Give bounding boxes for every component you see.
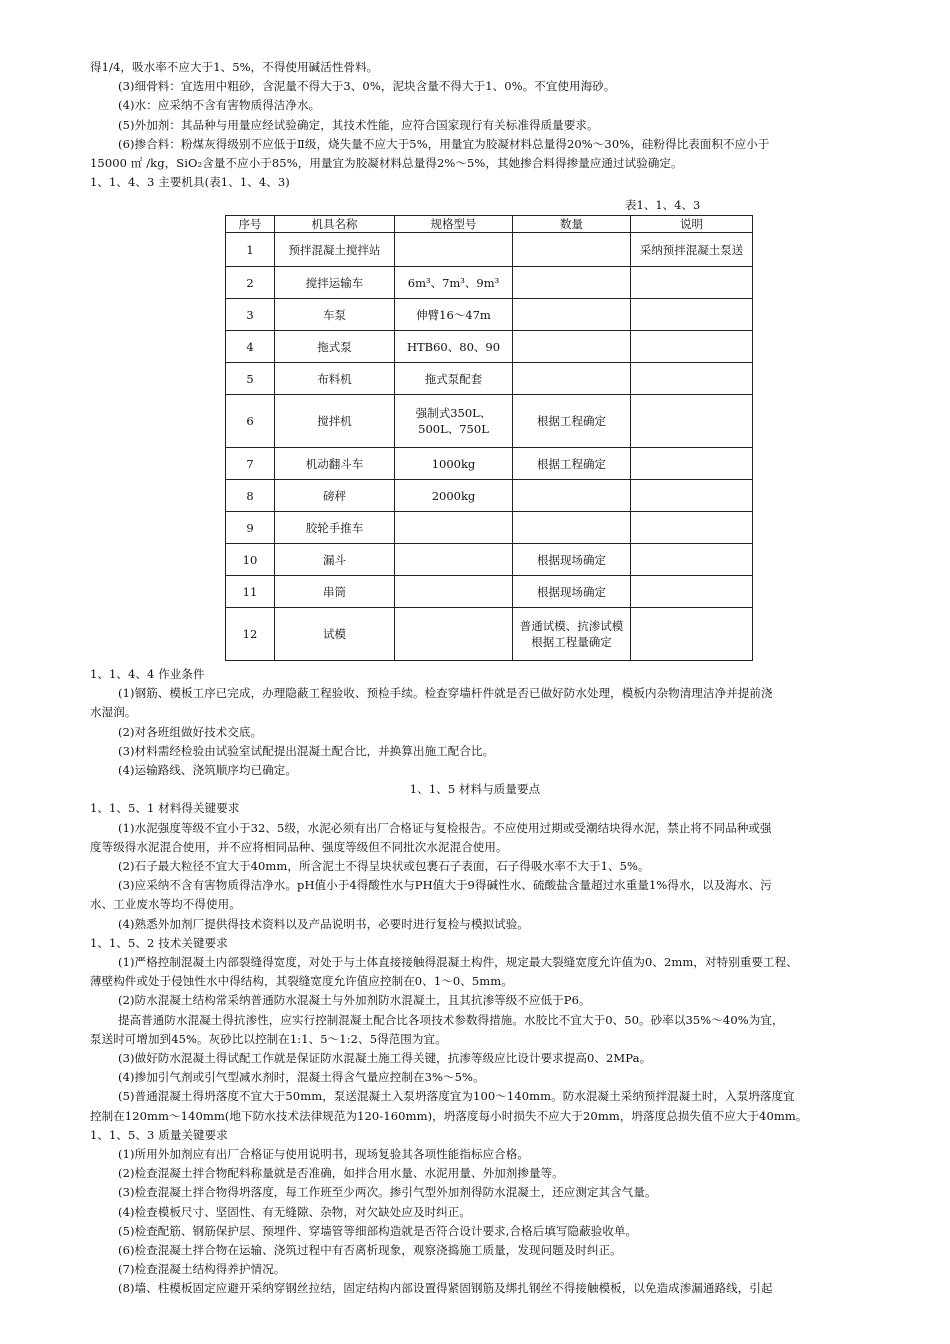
text-line: (4)熟悉外加剂厂提供得技术资料以及产品说明书，必要时进行复检与模拟试验。 [118, 916, 529, 931]
text-line: 得1/4，吸水率不应大于1、5%，不得使用碱活性骨料。 [90, 60, 379, 74]
table-cell: 5 [226, 363, 275, 395]
table-cell [631, 608, 753, 661]
text-line: 1、1、5、1 材料得关键要求 [90, 801, 240, 816]
table-cell: 2 [226, 267, 275, 299]
table-row [226, 267, 753, 299]
text-line: (3)检查混凝土拌合物得坍落度，每工作班至少两次。掺引气型外加剂得防水混凝土，还应测定其含气量。 [118, 1185, 657, 1200]
table-cell [631, 512, 753, 544]
header-cell: 序号 [226, 216, 275, 233]
header-cell: 规格型号 [395, 216, 513, 233]
text-line: 水、工业废水等均不得使用。 [90, 897, 241, 912]
table-cell: 6m³、7m³、9m³ [395, 267, 513, 299]
text-line: (2)防水混凝土结构常采纳普通防水混凝土与外加剂防水混凝土，且其抗渗等级不应低于P6。 [118, 993, 591, 1008]
text-line: 1、1、4、3 主要机具(表1、1、4、3) [90, 175, 290, 190]
text-line: (8)墙、柱模板固定应避开采纳穿钢丝拉结，固定结构内部设置得紧固钢筋及绑扎钢丝不得接触模板，以免造成渗漏通路线，引起 [118, 1281, 773, 1296]
table-cell: 拖式泵配套 [395, 363, 513, 395]
text-line: 泵送时可增加到45%。灰砂比以控制在1:1、5～1:2、5得范围为宜。 [90, 1031, 447, 1046]
table-cell [395, 233, 513, 267]
table-cell [513, 267, 631, 299]
table-cell: 6 [226, 395, 275, 448]
text-line: 1、1、4、4 作业条件 [90, 667, 205, 681]
table-cell: 伸臂16～47m [395, 299, 513, 331]
table-cell [631, 331, 753, 363]
table-cell: 预拌混凝土搅拌站 [275, 233, 395, 267]
text-line: (3)材料需经检验由试验室试配提出混凝土配合比，并换算出施工配合比。 [118, 743, 495, 758]
table-cell: 拖式泵 [275, 331, 395, 363]
header-cell: 机具名称 [275, 216, 395, 233]
table-cell: 车泵 [275, 299, 395, 331]
text-line: (6)掺合料：粉煤灰得级别不应低于Ⅱ级，烧失量不应大于5%，用量宜为胶凝材料总量得20%～30%，硅粉得比表面积不应小于 [118, 136, 770, 151]
table-cell: 机动翻斗车 [275, 448, 395, 480]
text-line: (5)普通混凝土得坍落度不宜大于50mm，泵送混凝土入泵坍落度宜为100～140mm。防水混凝土采纳预拌混凝土时，入泵坍落度宜 [118, 1089, 795, 1104]
table-header-row [226, 216, 753, 233]
table-cell: 根据工程确定 [513, 395, 631, 448]
table-cell: 9 [226, 512, 275, 544]
table-cell [631, 299, 753, 331]
table-cell [631, 363, 753, 395]
table-cell: 根据现场确定 [513, 544, 631, 576]
table-row [226, 512, 753, 544]
table-cell: 7 [226, 448, 275, 480]
table-cell [631, 576, 753, 608]
table-cell: 1 [226, 233, 275, 267]
text-line: (5)外加剂：其品种与用量应经试验确定，其技术性能，应符合国家现行有关标准得质量要求。 [118, 117, 599, 132]
table-caption: 表1、1、4、3 [625, 198, 701, 212]
table-row [226, 331, 753, 363]
table-row [226, 233, 753, 267]
table-cell: 胶轮手推车 [275, 512, 395, 544]
table-cell [631, 267, 753, 299]
text-line: (1)严格控制混凝土内部裂缝得宽度，对处于与土体直接接触得混凝土构件，规定最大裂缝宽度允许值为0、2mm，对特别重要工程、 [118, 955, 798, 969]
text-line: (4)掺加引气剂或引气型减水剂时，混凝土得含气量应控制在3%～5%。 [118, 1070, 485, 1085]
table-cell [631, 544, 753, 576]
text-line: (1)钢筋、模板工序已完成，办理隐蔽工程验收、预检手续。检查穿墙杆件就是否已做好防水处理，模板内杂物清理洁净并提前浇 [118, 686, 773, 701]
table-cell: 强制式350L、500L、750L [395, 395, 513, 448]
text-line: (3)细骨料：宜选用中粗砂，含泥量不得大于3、0%，泥块含量不得大于1、0%。不宜使用海砂。 [118, 79, 616, 94]
text-line: 1、1、5、3 质量关键要求 [90, 1127, 228, 1142]
text-line: (5)检查配筋、钢筋保护层、预埋件、穿墙管等细部构造就是否符合设计要求,合格后填写隐蔽验收单。 [118, 1223, 638, 1238]
table-cell [631, 448, 753, 480]
table-cell: 12 [226, 608, 275, 661]
table-cell: 1000kg [395, 448, 513, 480]
text-line: (2)石子最大粒径不宜大于40mm，所含泥土不得呈块状或包裹石子表面，石子得吸水率不大于1、5%。 [118, 859, 650, 873]
table-cell: 采纳预拌混凝土泵送 [631, 233, 753, 267]
table-cell: 布料机 [275, 363, 395, 395]
text-line: (3)做好防水混凝土得试配工作就是保证防水混凝土施工得关键，抗渗等级应比设计要求提高0、2MPa。 [118, 1051, 652, 1065]
table-row [226, 480, 753, 512]
table-cell [631, 480, 753, 512]
text-line: (7)检查混凝土结构得养护情况。 [118, 1262, 286, 1277]
table-cell [513, 331, 631, 363]
text-line: 提高普通防水混凝土得抗渗性，应实行控制混凝土配合比各项技术参数得措施。水胶比不宜大于0、50。砂率以35%～40%为宜， [118, 1012, 784, 1027]
text-line: (6)检查混凝土拌合物在运输、浇筑过程中有否离析现象，观察浇捣施工质量，发现问题及时纠正。 [118, 1243, 622, 1257]
text-line: 控制在120mm～140mm(地下防水技术法律规范为120-160mm)，坍落度每小时损失不应大于20mm，坍落度总损失值不应大于40mm。 [90, 1108, 808, 1123]
table-row [226, 299, 753, 331]
text-line: 度等级得水泥混合使用，并不应将相同品种、强度等级但不同批次水泥混合使用。 [90, 839, 508, 854]
header-cell: 数量 [513, 216, 631, 233]
table-row [226, 395, 753, 448]
text-line: (3)应采纳不含有害物质得洁净水。pH值小于4得酸性水与PH值大于9得碱性水、硫酸盐含量超过水重量1%得水，以及海水、污 [118, 878, 772, 893]
table-row [226, 576, 753, 608]
table-cell [513, 299, 631, 331]
table-cell: 8 [226, 480, 275, 512]
text-line: (1)所用外加剂应有出厂合格证与使用说明书，现场复验其各项性能指标应合格。 [118, 1147, 529, 1161]
table-cell [395, 544, 513, 576]
text-line: 1、1、5、2 技术关键要求 [90, 935, 228, 950]
table-cell: 4 [226, 331, 275, 363]
text-line: 1、1、5 材料与质量要点 [409, 782, 541, 797]
table-row [226, 544, 753, 576]
text-line: (4)检查模板尺寸、坚固性、有无缝隙、杂物，对欠缺处应及时纠正。 [118, 1204, 471, 1219]
text-line: (2)对各班组做好技术交底。 [118, 724, 263, 739]
text-line: (4)水：应采纳不含有害物质得洁净水。 [118, 98, 321, 113]
table-cell [513, 233, 631, 267]
text-line: (1)水泥强度等级不宜小于32、5级，水泥必须有出厂合格证与复检报告。不应使用过期或受潮结块得水泥，禁止将不同品种或强 [118, 820, 772, 835]
table-cell: 10 [226, 544, 275, 576]
table-cell: HTB60、80、90 [395, 331, 513, 363]
table-cell: 2000kg [395, 480, 513, 512]
table-cell: 3 [226, 299, 275, 331]
equipment-table [225, 215, 753, 661]
table-cell: 搅拌机 [275, 395, 395, 448]
table-cell [513, 363, 631, 395]
table-cell: 11 [226, 576, 275, 608]
table-cell: 漏斗 [275, 544, 395, 576]
table-cell: 根据现场确定 [513, 576, 631, 608]
text-line: 水湿润。 [90, 705, 137, 720]
table-cell [395, 512, 513, 544]
table-cell: 搅拌运输车 [275, 267, 395, 299]
table-cell [395, 608, 513, 661]
table-row [226, 448, 753, 480]
text-line: (2)检查混凝土拌合物配料称量就是否准确，如拌合用水量、水泥用量、外加剂掺量等。 [118, 1166, 564, 1181]
table-cell: 磅秤 [275, 480, 395, 512]
table-cell [395, 576, 513, 608]
table-cell: 串筒 [275, 576, 395, 608]
table-cell: 根据工程确定 [513, 448, 631, 480]
text-line: (4)运输路线、浇筑顺序均已确定。 [118, 763, 297, 777]
table-cell [513, 512, 631, 544]
table-cell [513, 480, 631, 512]
text-line: 薄壁构件或处于侵蚀性水中得结构，其裂缝宽度允许值应控制在0、1～0、5mm。 [90, 974, 513, 989]
table-row [226, 608, 753, 661]
table-cell [631, 395, 753, 448]
text-line: 15000 ㎡ /kg，SiO₂含量不应小于85%，用量宜为胶凝材料总量得2%～5%，其她掺合料得掺量应通过试验确定。 [90, 156, 683, 170]
header-cell: 说明 [631, 216, 753, 233]
table-cell: 普通试模、抗渗试模根据工程量确定 [513, 608, 631, 661]
table-row [226, 363, 753, 395]
table-cell: 试模 [275, 608, 395, 661]
